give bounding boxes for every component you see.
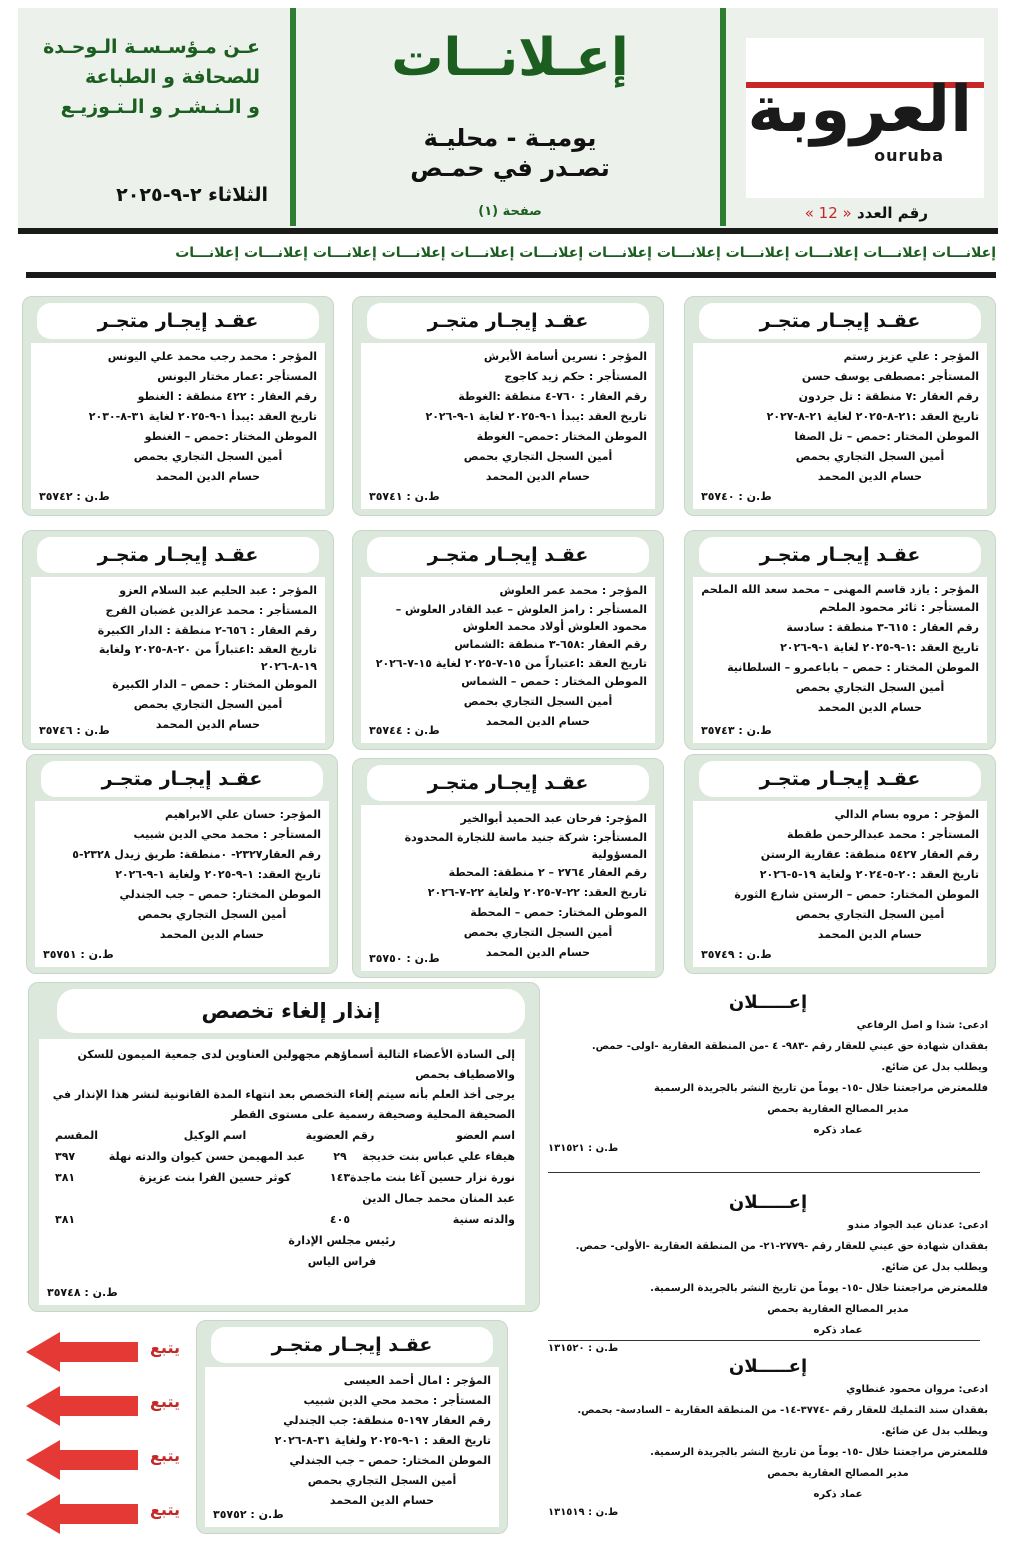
announcement-line: ادعى: شذا و اصل الرفاعي xyxy=(856,1020,988,1031)
ad-line: الموطن المختار: حمص – الرستن شارع الثورة xyxy=(734,888,979,901)
ad-line: المؤجر : نسرين أسامة الأبرش xyxy=(483,350,647,363)
ad-body xyxy=(693,577,987,743)
publisher-line: عـن مـؤسـسـة الـوحـدة xyxy=(43,36,260,58)
continued-arrow xyxy=(26,1440,186,1480)
logo-arabic: العروبة xyxy=(747,73,972,147)
shop-lease-ad xyxy=(352,296,664,516)
announcement-title: إعـــــلان xyxy=(728,1192,808,1213)
ad-title: عقـد إيجـار متجـر xyxy=(37,537,319,573)
col-agent-name: اسم الوكيل xyxy=(183,1129,247,1142)
continued-label: يتبع xyxy=(150,1392,180,1411)
plot-number: ٣٨١ xyxy=(55,1213,76,1226)
ad-line: تاريخ العقد :اعتباراً من ١٥-٧-٢٠٢٥ لغاية ١٥-٧-٢٠٢٦ xyxy=(375,657,647,670)
announcement-line: ادعى: مروان محمود غنطاوي xyxy=(846,1384,988,1395)
header-divider xyxy=(290,8,296,226)
agent-name xyxy=(125,1188,305,1209)
announcement-signature-title: مدير المصالح العقارية بحمص xyxy=(767,1304,909,1315)
ad-line: رقم العقار ١٩٧-٥ منطقة: جب الجندلي xyxy=(283,1414,491,1427)
ad-line: الموطن المختار: حمص – المحطة xyxy=(470,906,647,919)
ad-title: عقـد إيجـار متجـر xyxy=(211,1327,493,1363)
shop-lease-ad xyxy=(196,1320,508,1534)
ad-line: تاريخ العقد :٢١-٨-٢٠٢٥ لغاية ٢١-٨-٢٠٢٧ xyxy=(766,410,979,423)
ad-signature-title: أمين السجل التجاري بحمص xyxy=(137,908,287,921)
issue-value: « 12 » xyxy=(804,204,852,222)
notice-intro: إلى السادة الأعضاء التالية أسماؤهم مجهولين العناوين لدى جمعية الميمون للسكن والاصطياف بحمص xyxy=(77,1048,515,1081)
ad-line: الموطن المختار: حمص – جب الجندلي xyxy=(119,888,321,901)
ad-line: تاريخ العقد :يبدأ ١-٩-٢٠٢٥ لغاية ٣١-٨-٢٠٣٠ xyxy=(88,410,317,423)
ad-line: رقم العقار : ٦١٥-٣ منطقة : سادسة xyxy=(786,621,979,634)
property-announcement xyxy=(548,992,988,1154)
shop-lease-ad xyxy=(684,754,996,974)
notice-ref: ط.ن : ٣٥٧٤٨ xyxy=(47,1286,118,1299)
ad-ref: ط.ن : ٣٥٧٥٠ xyxy=(369,952,440,965)
ad-title: عقـد إيجـار متجـر xyxy=(37,303,319,339)
arrow-left-icon xyxy=(26,1440,60,1480)
ad-title: عقـد إيجـار متجـر xyxy=(41,761,323,797)
ad-line: المؤجر : امال أحمد العيسى xyxy=(343,1374,491,1387)
ad-title: عقـد إيجـار متجـر xyxy=(699,303,981,339)
ad-body xyxy=(31,343,325,509)
ad-title: عقـد إيجـار متجـر xyxy=(699,537,981,573)
page-number: صفحة (١) xyxy=(478,204,542,219)
continued-label: يتبع xyxy=(150,1338,180,1357)
issue-number xyxy=(805,204,928,222)
announcement-line: بفقدان سند التمليك للعقار رقم -٣٧٧٤-١٤- من المنطقة العقارية – السادسة- بحمص. xyxy=(577,1405,988,1416)
shop-lease-ad xyxy=(352,758,664,978)
ad-body xyxy=(361,577,655,743)
ads-ticker: إعلانـــات إعلانـــات إعلانـــات إعلانـــات إعلانـــات إعلانـــات إعلانـــات إعلانـــات إعلانـــات إعلانـــات إعلانـــات إعلانـــات xyxy=(175,245,996,261)
announcement-signature-name: عماد ذكره xyxy=(813,1125,863,1136)
ad-line: تاريخ العقد: ١-٩-٢٠٢٥ ولغاية ١-٩-٢٠٢٦ xyxy=(115,868,321,881)
ad-line: المؤجر: فرحان عبد الحميد أبوالخير xyxy=(460,812,647,825)
ad-line: رقم العقار : ٤٢٢ منطقة : الغنطو xyxy=(137,390,317,403)
col-member-id: رقم العضوية xyxy=(305,1129,375,1142)
publisher-info xyxy=(40,32,260,122)
continued-arrow xyxy=(26,1494,186,1534)
newspaper-logo xyxy=(746,38,984,198)
member-name: والدته سنية xyxy=(452,1213,515,1226)
plot-number: ٣٨١ xyxy=(55,1171,76,1184)
ad-signature-name: حسام الدين المحمد xyxy=(155,470,261,483)
announcement-title: إعـــــلان xyxy=(728,992,808,1013)
ad-line: تاريخ العقد :يبدأ ١-٩-٢٠٢٥ لغاية ١-٩-٢٠٢٦ xyxy=(425,410,647,423)
member-id: ٤٠٥ xyxy=(329,1213,351,1226)
member-id: ٢٩ xyxy=(333,1150,347,1163)
shop-lease-ad xyxy=(22,296,334,516)
header-divider xyxy=(720,8,726,226)
ad-line: رقم العقار : ٧٦٠-٤ منطقة :الغوطة xyxy=(458,390,647,403)
announcement-signature-name: عماد ذكره xyxy=(813,1325,863,1336)
notice-title: إنذار إلغاء تخصص xyxy=(57,989,525,1033)
property-announcement xyxy=(548,1356,988,1518)
ad-body xyxy=(693,343,987,509)
ad-signature-title: أمين السجل التجاري بحمص xyxy=(463,450,613,463)
continued-arrow xyxy=(26,1386,186,1426)
ad-ref: ط.ن : ٣٥٧٤٦ xyxy=(39,724,110,737)
notice-body xyxy=(39,1039,525,1305)
table-row xyxy=(49,1146,515,1167)
announcement-signature-title: مدير المصالح العقارية بحمص xyxy=(767,1468,909,1479)
ad-line: تاريخ العقد :٢٠-٥-٢٠٢٤ ولغاية ١٩-٥-٢٠٢٦ xyxy=(759,868,979,881)
ad-line: تاريخ العقد : ١-٩-٢٠٢٥ ولغاية ٣١-٨-٢٠٢٦ xyxy=(274,1434,491,1447)
ad-line: رقم العقار ٥٤٢٧ منطقة: عقارية الرستن xyxy=(760,848,979,861)
announcement-line: بفقدان شهادة حق عيني للعقار رقم -٩٨٣- ٤ -من المنطقة العقارية -اولى- حمص. xyxy=(591,1041,988,1052)
ad-line: المستأجر : ثائر محمود الملحم xyxy=(819,601,979,614)
ad-line: رقم العقار :٦٥٨-٣ منطقة :الشماس xyxy=(454,638,647,651)
member-id xyxy=(305,1188,375,1209)
agent-name: كوثر حسين الفرا بنت عزيزة xyxy=(139,1171,291,1184)
ad-signature-name: حسام الدين المحمد xyxy=(329,1494,435,1507)
ad-ref: ط.ن : ٣٥٧٥١ xyxy=(43,948,114,961)
ad-line: المستأجر :عمار مختار اليونس xyxy=(157,370,317,383)
ad-line: الموطن المختار: حمص – جب الجندلي xyxy=(289,1454,491,1467)
logo-latin: ouruba xyxy=(874,146,944,165)
ad-signature-name: حسام الدين المحمد xyxy=(817,701,923,714)
masthead-title: إعـلانــات xyxy=(391,28,629,88)
masthead-subtitle: يوميـة - محليـة xyxy=(423,124,597,152)
ad-ref: ط.ن : ٣٥٧٤٤ xyxy=(369,724,440,737)
issue-label: رقم العدد xyxy=(856,204,928,222)
ad-line: الموطن المختار : حمص – الدار الكبيرة xyxy=(112,678,317,691)
col-plot: المقسم xyxy=(55,1129,99,1142)
ad-line: المؤجر: حسان علي الابراهيم xyxy=(164,808,321,821)
ad-line: رقم العقار ٢٧٦٤ – ٢ منطقة: المحطة xyxy=(448,866,647,879)
announcement-ref: ط.ن : ١٣١٥٢٠ xyxy=(548,1343,619,1354)
arrow-shaft xyxy=(58,1342,138,1362)
announcement-line: بفقدان شهادة حق عيني للعقار رقم -٢٧٧٩-٢١- من المنطقة العقارية -الأولى- حمص. xyxy=(575,1241,988,1252)
ad-signature-name: حسام الدين المحمد xyxy=(817,470,923,483)
ad-signature-title: أمين السجل التجاري بحمص xyxy=(795,450,945,463)
arrow-shaft xyxy=(58,1450,138,1470)
announcement-line: ادعى: عدنان عبد الجواد مندو xyxy=(847,1220,988,1231)
ad-signature-name: حسام الدين المحمد xyxy=(155,718,261,731)
ad-line: المؤجر : محمد رجب محمد علي اليونس xyxy=(107,350,317,363)
ad-line: المستأجر : محمد عبدالرحمن طقطة xyxy=(786,828,979,841)
agent-name xyxy=(125,1209,305,1230)
ad-body xyxy=(361,343,655,509)
ad-body xyxy=(35,801,329,967)
arrow-left-icon xyxy=(26,1386,60,1426)
table-row xyxy=(49,1188,515,1209)
ad-line: المستأجر : محمد عزالدين غضبان الفرج xyxy=(105,604,317,617)
ad-line: الموطن المختار :حمص – الغنطو xyxy=(144,430,317,443)
agent-name: عبد المهيمن حسن كيوان والدته نهلة xyxy=(108,1150,305,1163)
announcement-title: إعـــــلان xyxy=(728,1356,808,1377)
continued-label: يتبع xyxy=(150,1500,180,1519)
announcement-line: ويطلب بدل عن ضائع. xyxy=(881,1262,988,1273)
ad-signature-title: أمين السجل التجاري بحمص xyxy=(463,695,613,708)
announcement-line: فللمعترض مراجعتنا خلال -١٥- يوماً من تاريخ النشر بالجريدة الرسمية xyxy=(653,1083,988,1094)
ad-signature-title: أمين السجل التجاري بحمص xyxy=(795,908,945,921)
col-member-name: اسم العضو xyxy=(456,1129,515,1142)
ad-ref: ط.ن : ٣٥٧٤٢ xyxy=(39,490,110,503)
ad-line: المستأجر : رامز العلوش – عبد القادر العلوش – محمود العلوش أولاد محمد العلوش xyxy=(395,603,647,633)
ad-signature-name: حسام الدين المحمد xyxy=(485,715,591,728)
page-header xyxy=(18,8,998,234)
notice-intro-2: يرجى أخذ العلم بأنه سيتم إلغاء التخصص بعد انتهاء المدة القانونية لنشر هذا الإنذار في الصحيفة المحلية وصحيفة رسمية على مستوى القطر xyxy=(52,1088,515,1121)
ad-line: المستأجر : حكم زيد كاجوج xyxy=(504,370,647,383)
ad-line: المؤجر : يازد قاسم المهنى – محمد سعد الله الملحم xyxy=(701,583,979,596)
publisher-line: للصحافة و الطباعة xyxy=(85,66,260,88)
issue-date: الثلاثاء ٢-٩-٢٠٢٥ xyxy=(116,184,268,206)
announcement-line: ويطلب بدل عن ضائع. xyxy=(881,1426,988,1437)
notice-signature-name: فراس الياس xyxy=(307,1255,377,1268)
announcement-signature-title: مدير المصالح العقارية بحمص xyxy=(767,1104,909,1115)
property-announcement xyxy=(548,1192,988,1354)
table-row xyxy=(49,1209,515,1230)
ad-body xyxy=(205,1367,499,1527)
plot-number: ٣٩٧ xyxy=(55,1150,76,1163)
ad-title: عقـد إيجـار متجـر xyxy=(367,303,649,339)
member-id: ١٤٣ xyxy=(329,1171,351,1184)
shop-lease-ad xyxy=(22,530,334,750)
ad-ref: ط.ن : ٣٥٧٤٩ xyxy=(701,948,772,961)
ad-signature-name: حسام الدين المحمد xyxy=(485,946,591,959)
ad-line: المؤجر : عبد الحليم عبد السلام العزو xyxy=(119,584,317,597)
notice-signature-title: رئيس مجلس الإدارة xyxy=(288,1234,396,1247)
ad-body xyxy=(31,577,325,743)
announcement-separator xyxy=(548,1340,980,1341)
ad-line: المستأجر :مصطفى يوسف حسن xyxy=(801,370,979,383)
masthead-subtitle-2: تصـدر في حمـص xyxy=(410,154,610,182)
ad-title: عقـد إيجـار متجـر xyxy=(367,537,649,573)
shop-lease-ad xyxy=(352,530,664,750)
ad-line: المستأجر: شركة جنيد ماسة للتجارة المحدودة المسؤولية xyxy=(404,831,647,861)
ad-signature-title: أمين السجل التجاري بحمص xyxy=(307,1474,457,1487)
ad-line: تاريخ العقد: ٢٢-٧-٢٠٢٥ ولغاية ٢٢-٧-٢٠٢٦ xyxy=(427,886,647,899)
shop-lease-ad xyxy=(684,296,996,516)
plot-number xyxy=(55,1188,125,1209)
ad-line: تاريخ العقد :اعتباراً من ٢٠-٨-٢٠٢٥ ولغاية ١٩-٨-٢٠٢٦ xyxy=(98,643,317,673)
announcement-line: فللمعترض مراجعتنا خلال -١٥- يوماً من تاريخ النشر بالجريدة الرسمية. xyxy=(650,1447,988,1458)
ad-body xyxy=(361,805,655,971)
arrow-shaft xyxy=(58,1504,138,1524)
shop-lease-ad xyxy=(26,754,338,974)
ad-line: الموطن المختار : حمص – الشماس xyxy=(461,675,647,688)
announcement-ref: ط.ن : ١٣١٥٢١ xyxy=(548,1143,619,1154)
ad-title: عقـد إيجـار متجـر xyxy=(367,765,649,801)
announcement-line: فللمعترض مراجعتنا خلال -١٥- يوماً من تاريخ النشر بالجريدة الرسمية. xyxy=(650,1283,988,1294)
ad-line: تاريخ العقد :١-٩-٢٠٢٥ لغاية ١-٩-٢٠٢٦ xyxy=(780,641,979,654)
member-name: عبد المنان محمد جمال الدين xyxy=(362,1192,515,1205)
ad-signature-title: أمين السجل التجاري بحمص xyxy=(795,681,945,694)
ad-line: الموطن المختار :حمص – تل الصفا xyxy=(794,430,979,443)
ad-title: عقـد إيجـار متجـر xyxy=(699,761,981,797)
ad-signature-title: أمين السجل التجاري بحمص xyxy=(133,450,283,463)
ad-signature-title: أمين السجل التجاري بحمص xyxy=(463,926,613,939)
ad-ref: ط.ن : ٣٥٧٤٠ xyxy=(701,490,772,503)
ad-ref: ط.ن : ٣٥٧٤١ xyxy=(369,490,440,503)
ticker-rule xyxy=(26,272,996,278)
ad-ref: ط.ن : ٣٥٧٤٣ xyxy=(701,724,772,737)
table-row xyxy=(49,1167,515,1188)
announcement-line: ويطلب بدل عن ضائع. xyxy=(881,1062,988,1073)
ad-signature-name: حسام الدين المحمد xyxy=(817,928,923,941)
ad-ref: ط.ن : ٣٥٧٥٢ xyxy=(213,1508,284,1521)
announcement-ref: ط.ن : ١٣١٥١٩ xyxy=(548,1507,619,1518)
ad-line: رقم العقار : ٦٥٦-٢ منطقة : الدار الكبيرة xyxy=(97,624,317,637)
announcement-signature-name: عماد ذكره xyxy=(813,1489,863,1500)
ad-signature-name: حسام الدين المحمد xyxy=(159,928,265,941)
ad-line: الموطن المختار :حمص– الغوطة xyxy=(476,430,647,443)
ad-line: المؤجر : مروه بسام الدالي xyxy=(834,808,979,821)
ad-line: المستأجر : محمد محي الدين شبيب xyxy=(303,1394,491,1407)
arrow-left-icon xyxy=(26,1494,60,1534)
cancellation-notice xyxy=(28,982,540,1312)
shop-lease-ad xyxy=(684,530,996,750)
ad-line: المؤجر : محمد عمر العلوش xyxy=(499,584,647,597)
ad-line: الموطن المختار : حمص – باباعمرو – السلطانية xyxy=(727,661,979,674)
ad-signature-name: حسام الدين المحمد xyxy=(485,470,591,483)
ad-body xyxy=(693,801,987,967)
continued-label: يتبع xyxy=(150,1446,180,1465)
ad-line: المؤجر : علي عزيز رستم xyxy=(843,350,979,363)
member-name: هيفاء علي عباس بنت خديجة xyxy=(362,1150,515,1163)
announcement-separator xyxy=(548,1172,980,1173)
continued-arrow xyxy=(26,1332,186,1372)
arrow-shaft xyxy=(58,1396,138,1416)
publisher-line: و الـنـشـر و الـتـوزيـع xyxy=(60,96,260,118)
ad-line: المستأجر : محمد محي الدين شبيب xyxy=(133,828,321,841)
member-name: نورة نزار حسين آغا بنت ماجدة xyxy=(350,1171,515,1184)
arrow-left-icon xyxy=(26,1332,60,1372)
ad-signature-title: أمين السجل التجاري بحمص xyxy=(133,698,283,711)
members-table-header xyxy=(49,1125,515,1146)
ad-line: رقم العقار :٧ منطقة : تل جردون xyxy=(798,390,979,403)
ad-line: رقم العقار٢٣٢٧- ٠منطقة: طريق زيدل ٢٣٢٨-٥ xyxy=(72,848,321,861)
